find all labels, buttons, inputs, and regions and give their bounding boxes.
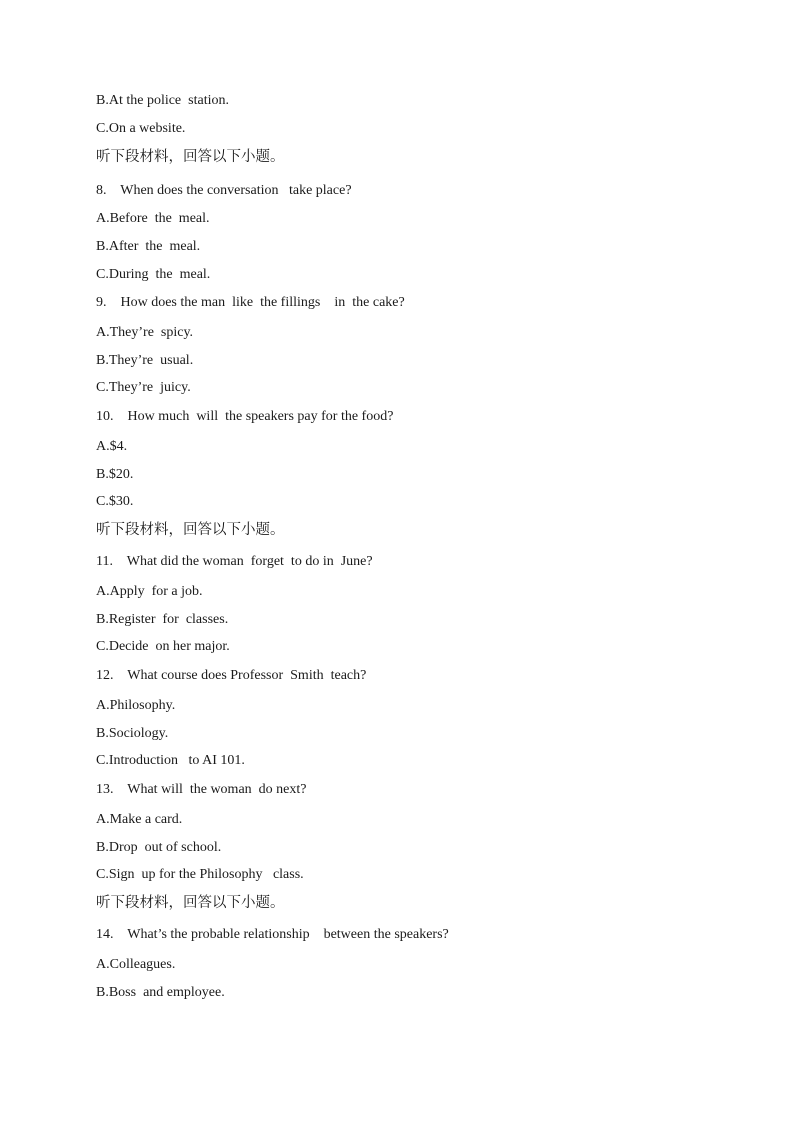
question-text: 13. What will the woman do next? [96,782,307,797]
option-line: B.$20. [96,467,134,482]
option-line: B.Sociology. [96,726,169,741]
option-line: C.On a website. [96,121,186,136]
section-instruction: 听下段材料，回答以下小题。 [96,522,285,538]
question-text: 9. How does the man like the fillings in the cake? [96,295,405,310]
option-line: A.Before the meal. [96,211,210,226]
question-text: 12. What course does Professor Smith teach? [96,668,367,683]
option-line: B.Register for classes. [96,612,229,627]
question-text: 8. When does the conversation take place? [96,183,352,198]
section-instruction: 听下段材料，回答以下小题。 [96,149,285,165]
option-line: A.Colleagues. [96,957,176,972]
option-line: A.$4. [96,439,128,454]
option-line: A.Apply for a job. [96,584,203,599]
option-line: A.They’re spicy. [96,325,194,340]
option-line: C.During the meal. [96,267,211,282]
option-line: B.After the meal. [96,239,201,254]
option-line: C.Sign up for the Philosophy class. [96,867,304,882]
option-line: C.They’re juicy. [96,380,191,395]
question-text: 11. What did the woman forget to do in June? [96,554,373,569]
option-line: B.At the police station. [96,93,229,108]
question-text: 10. How much will the speakers pay for the food? [96,409,394,424]
option-line: A.Make a card. [96,812,183,827]
option-line: A.Philosophy. [96,698,176,713]
option-line: B.Drop out of school. [96,840,222,855]
option-line: B.Boss and employee. [96,985,225,1000]
option-line: B.They’re usual. [96,353,194,368]
section-instruction: 听下段材料，回答以下小题。 [96,895,285,911]
option-line: C.Introduction to AI 101. [96,753,245,768]
option-line: C.Decide on her major. [96,639,230,654]
option-line: C.$30. [96,494,134,509]
question-text: 14. What’s the probable relationship between the speakers? [96,927,449,942]
